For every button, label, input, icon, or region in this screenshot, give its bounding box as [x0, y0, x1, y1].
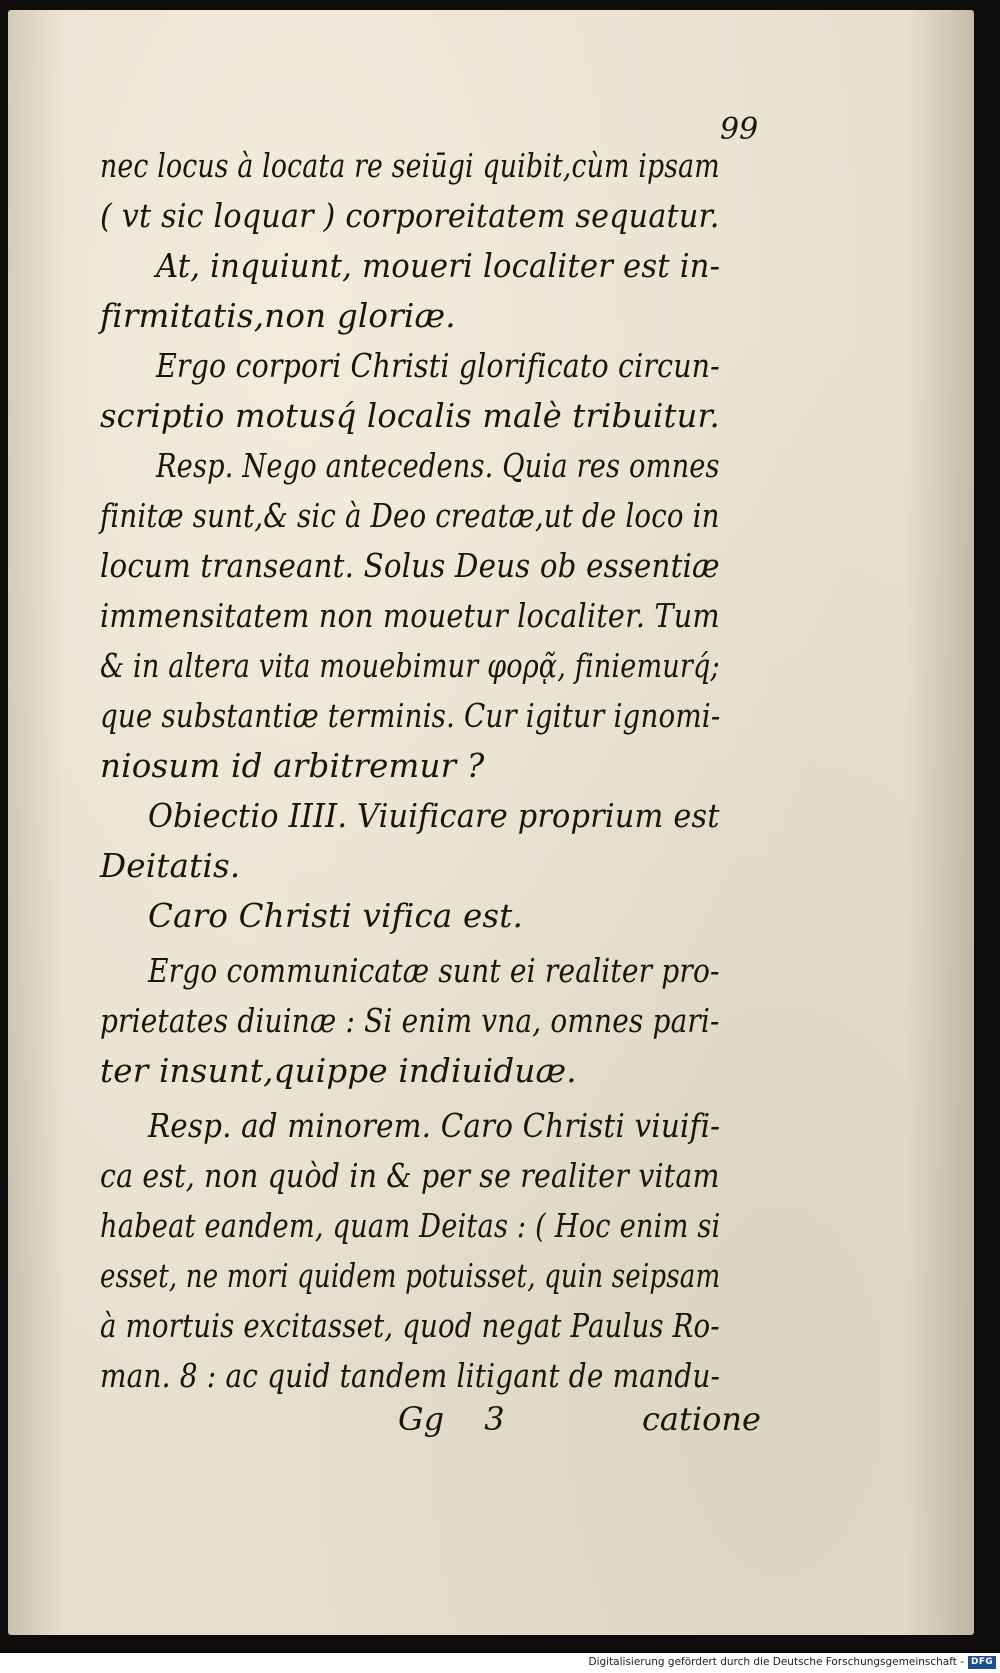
- text-line: & in altera vita mouebimur φορᾷ, finiemurq́;: [100, 647, 720, 685]
- page-number: 99: [720, 112, 759, 147]
- text-line: habeat eandem, quam Deitas : ( Hoc enim si: [100, 1207, 721, 1245]
- text-line: At, inquiunt, moueri localiter est in-: [156, 247, 721, 285]
- text-line: prietates diuinæ : Si enim vna, omnes pari-: [100, 1002, 720, 1040]
- digitization-footer: [0, 1653, 1000, 1673]
- text-line: scriptio motusq́ localis malè tribuitur.: [100, 397, 720, 435]
- text-line: nec locus à locata re seiūgi quibit,cùm ipsam: [100, 147, 720, 185]
- digitization-credit: Digitalisierung gefördert durch die Deutsche Forschungsgemeinschaft -: [588, 1656, 964, 1668]
- text-line: Caro Christi vifica est.: [148, 897, 524, 935]
- text-line: Ergo corpori Christi glorificato circun-: [156, 347, 720, 385]
- text-line: ca est, non quòd in & per se realiter vitam: [100, 1157, 720, 1195]
- catchword: catione: [642, 1400, 761, 1438]
- text-line: Resp. ad minorem. Caro Christi viuifi-: [148, 1107, 721, 1145]
- signature-mark: Gg 3: [398, 1400, 505, 1438]
- text-line: immensitatem non mouetur localiter. Tum: [100, 597, 720, 635]
- dfg-logo-icon: DFG: [968, 1656, 996, 1669]
- text-line: Ergo communicatæ sunt ei realiter pro-: [148, 952, 720, 990]
- book-page: [8, 10, 974, 1635]
- text-line: Obiectio IIII. Viuificare proprium est: [148, 797, 720, 835]
- text-line: ter insunt,quippe indiuiduæ.: [100, 1052, 577, 1090]
- page-text: [8, 10, 974, 1635]
- text-line: man. 8 : ac quid tandem litigant de mandu-: [100, 1357, 721, 1395]
- text-line: que substantiæ terminis. Cur igitur ignomi-: [100, 697, 721, 735]
- text-line: à mortuis excitasset, quod negat Paulus Ro-: [100, 1307, 720, 1345]
- text-line: niosum id arbitremur ?: [100, 747, 485, 785]
- text-line: ( vt sic loquar ) corporeitatem sequatur.: [100, 197, 720, 235]
- text-line: Deitatis.: [100, 847, 241, 885]
- text-line: finitæ sunt,& sic à Deo creatæ,ut de loco in: [100, 497, 720, 535]
- text-line: locum transeant. Solus Deus ob essentiæ: [100, 547, 720, 585]
- text-line: esset, ne mori quidem potuisset, quin seipsam: [100, 1257, 721, 1295]
- text-line: firmitatis,non gloriæ.: [100, 297, 456, 335]
- text-line: Resp. Nego antecedens. Quia res omnes: [156, 447, 720, 485]
